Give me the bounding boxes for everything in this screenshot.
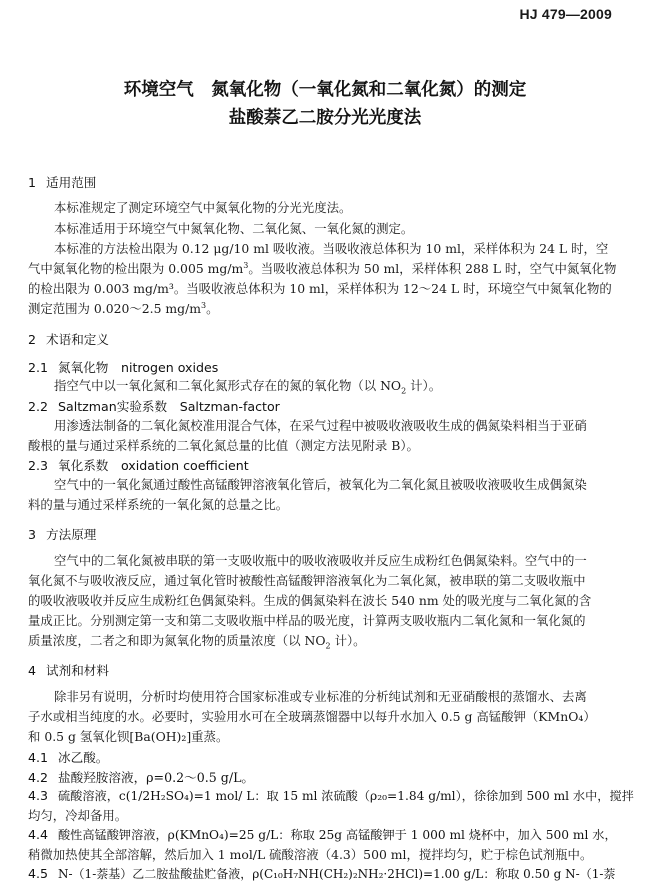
item-4-3: 4.3 硫酸溶液，c(1/2H₂SO₄)=1 mol/ L：取 15 ml 浓硫酸（ρ₂₀=1.84 g/ml），徐徐加到 500 ml 水中，搅拌 (28, 788, 634, 803)
section-3-heading: 3 方法原理 (28, 527, 97, 542)
paragraph-line: 子水或相当纯度的水。必要时，实验用水可在全玻璃蒸馏器中以每升水加入 0.5 g 高锰酸钾（KMnO₄） (28, 709, 596, 724)
paragraph: 本标准适用于环境空气中氮氧化物、二氧化氮、一氧化氮的测定。 (54, 221, 414, 236)
document-title: 环境空气 氮氧化物（一氧化氮和二氧化氮）的测定 (123, 80, 527, 100)
paragraph: 空气中的二氧化氮被串联的第一支吸收瓶中的吸收液吸收并反应生成粉红色偶氮染料。空气中的一 (54, 553, 587, 568)
item-4-4: 4.4 酸性高锰酸钾溶液，ρ(KMnO₄)=25 g/L：称取 25g 高锰酸钾于 1 000 ml 烧杯中，加入 500 ml 水， (28, 827, 617, 842)
section-1-heading: 1 适用范围 (28, 175, 97, 190)
paragraph-line: 气中氮氧化物的检出限为 0.005 $mg/m^3$。当吸收液总体积为 50 ml，采样体积 288 L 时，空气中氮氧化物 (28, 260, 617, 276)
paragraph: 除非另有说明，分析时均使用符合国家标准或专业标准的分析纯试剂和无亚硝酸根的蒸馏水、去离 (54, 689, 587, 704)
item-4-1: 4.1 冰乙酸。 (28, 750, 109, 765)
paragraph-line: 量成正比。分别测定第一支和第二支吸收瓶中样品的吸光度，计算两支吸收瓶内二氧化氮和一氧化氮的 (28, 613, 586, 628)
standard-code: HJ 479—2009 (519, 6, 612, 22)
definition: 空气中的一氧化氮通过酸性高锰酸钾溶液氧化管后，被氧化为二氧化氮且被吸收液吸收生成偶氮染 (54, 477, 587, 492)
paragraph: 本标准的方法检出限为 0.12 μg/10 ml 吸收液。当吸收液总体积为 10 ml，采样体积为 24 L 时，空 (54, 241, 609, 256)
section-4-heading: 4 试剂和材料 (28, 663, 109, 678)
paragraph-line: 和 0.5 g 氢氧化钡[Ba(OH)₂]重蒸。 (28, 729, 229, 744)
definition: 酸根的量与通过采样系统的二氧化氮总量的比值（测定方法见附录 B）。 (28, 438, 419, 453)
paragraph-line: 稍微加热使其全部溶解，然后加入 1 mol/L 硫酸溶液（4.3）500 ml，搅拌均匀，贮于棕色试剂瓶中。 (28, 847, 593, 862)
definition: 指空气中以一氧化氮和二氧化氮形式存在的氮的氧化物（以 $NO_2$ 计）。 (54, 378, 442, 396)
paragraph-line: 质量浓度，二者之和即为氮氧化物的质量浓度（以 $NO_2$ 计）。 (28, 633, 366, 651)
paragraph-line: 测定范围为 0.020～2.5 $mg/m^3$。 (28, 300, 219, 316)
document-subtitle: 盐酸萘乙二胺分光光度法 (228, 108, 422, 128)
term-2-3-heading: 2.3 氧化系数 oxidation coefficient (28, 458, 249, 473)
term-2-1-heading: 2.1 氮氧化物 nitrogen oxides (28, 360, 219, 375)
item-4-2: 4.2 盐酸羟胺溶液，ρ=0.2～0.5 g/L。 (28, 770, 255, 785)
definition: 用渗透法制备的二氧化氮校准用混合气体，在采气过程中被吸收液吸收生成的偶氮染料相当于亚硝 (54, 418, 587, 433)
paragraph-line: 氧化氮不与吸收液反应，通过氧化管时被酸性高锰酸钾溶液氧化为二氧化氮，被串联的第二支吸收瓶中 (28, 573, 586, 588)
paragraph-line: 的检出限为 0.003 mg/m³。当吸收液总体积为 10 ml，采样体积为 12～24 L 时，环境空气中氮氧化物的 (28, 281, 612, 296)
paragraph: 本标准规定了测定环境空气中氮氧化物的分光光度法。 (54, 200, 352, 215)
term-2-2-heading: 2.2 Saltzman实验系数 Saltzman-factor (28, 399, 280, 414)
section-2-heading: 2 术语和定义 (28, 332, 109, 347)
paragraph-line: 均匀，冷却备用。 (28, 808, 128, 823)
definition: 料的量与通过采样系统的一氧化氮的总量之比。 (28, 497, 289, 512)
paragraph-line: 的吸收液吸收并反应生成粉红色偶氮染料。生成的偶氮染料在波长 540 nm 处的吸光度与二氧化氮的含 (28, 593, 592, 608)
item-4-5: 4.5 N-（1-萘基）乙二胺盐酸盐贮备液，ρ(C₁₀H₇NH(CH₂)₂NH₂·2HCl)=1.00 g/L：称取 0.50 g N-（1-萘 (28, 866, 616, 881)
